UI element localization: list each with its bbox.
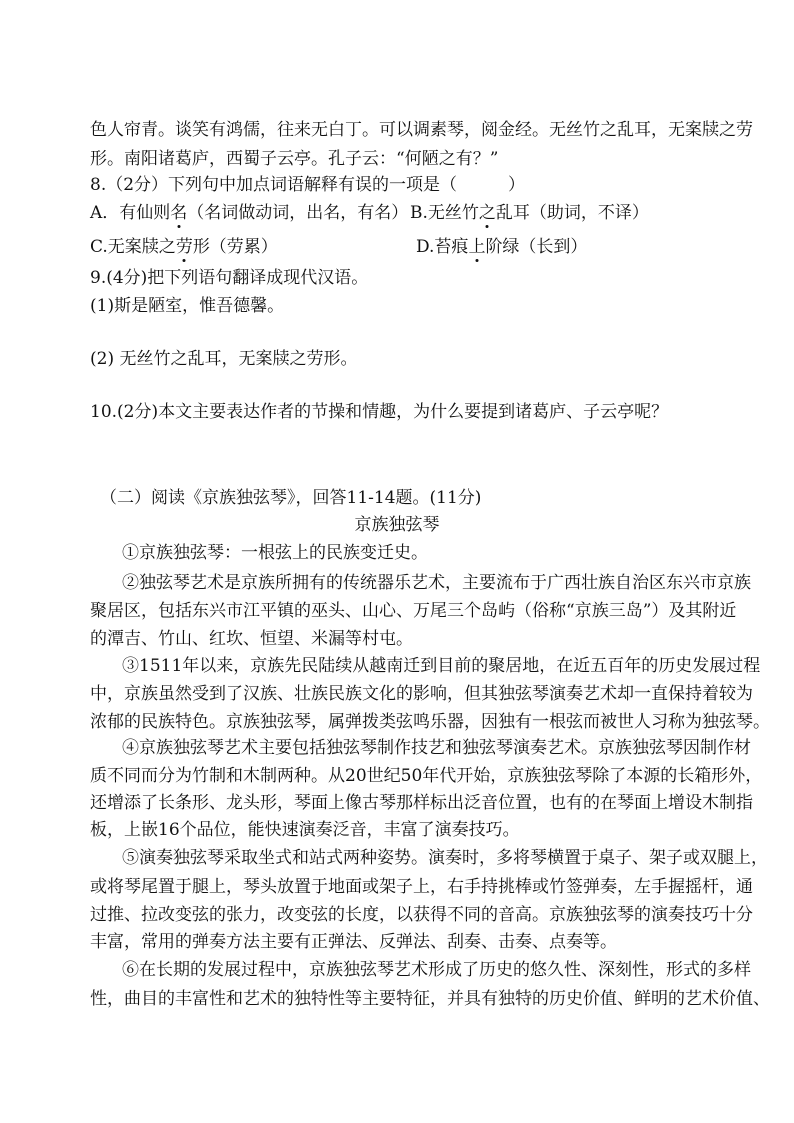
- option-c-suffix: 形（劳累）: [192, 237, 278, 257]
- option-a-suffix: （名词做动词，出名，有名）: [187, 203, 409, 223]
- paragraph-5-line-3: 过推、拉改变弦的张力，改变弦的长度，以获得不同的音高。京族独弦琴的演奏技巧十分: [90, 905, 753, 925]
- paragraph-6-line-1: ⑥在长期的发展过程中，京族独弦琴艺术形成了历史的悠久性、深刻性，形式的多样: [122, 960, 751, 980]
- passage-line-1: 色人帘青。谈笑有鸿儒，往来无白丁。可以调素琴，阅金经。无丝竹之乱耳，无案牍之劳: [90, 120, 753, 140]
- question-9-stem: 9.(4分)把下列语句翻译成现代汉语。: [90, 268, 369, 288]
- question-9-sentence-1: (1)斯是陋室，惟吾德馨。: [90, 296, 285, 316]
- question-10-stem: 10.(2分)本文主要表达作者的节操和情趣，为什么要提到诸葛庐、子云亭呢？: [90, 402, 669, 422]
- paragraph-4-line-2: 质不同而分为竹制和木制两种。从20世纪50年代开始，京族独弦琴除了本源的长箱形外，: [90, 766, 763, 786]
- option-b-dotted-word: 之: [478, 203, 496, 223]
- option-d-prefix: D.苔痕: [416, 237, 469, 257]
- question-8-stem: 8.（2分）下列句中加点词语解释有误的一项是（ ）: [90, 175, 526, 195]
- paragraph-2-line-3: 的潭吉、竹山、红坎、恒望、米漏等村屯。: [90, 629, 413, 649]
- option-b-suffix: 乱耳（助词，不译）: [495, 203, 649, 223]
- option-c: [90, 235, 278, 259]
- option-d-suffix: 阶绿（长到）: [485, 237, 588, 257]
- section-2-heading: （二）阅读《京族独弦琴》，回答11-14题。(11分): [100, 488, 482, 508]
- paragraph-3-line-2: 中，京族虽然受到了汉族、壮族民族文化的影响，但其独弦琴演奏艺术却一直保持着较为: [90, 684, 753, 704]
- paragraph-3-line-1: ③1511年以来，京族先民陆续从越南迁到目前的聚居地，在近五百年的历史发展过程: [122, 656, 761, 676]
- question-9-sentence-2: (2) 无丝竹之乱耳，无案牍之劳形。: [90, 349, 358, 369]
- option-b-prefix: B.无丝竹: [410, 203, 479, 223]
- paragraph-4-line-4: 板，上嵌16个品位，能快速演奏泛音，丰富了演奏技巧。: [90, 820, 520, 840]
- option-d-dotted-word: 上: [468, 237, 486, 257]
- article-title: 京族独弦琴: [354, 515, 440, 535]
- paragraph-4-line-1: ④京族独弦琴艺术主要包括独弦琴制作技艺和独弦琴演奏艺术。京族独弦琴因制作材: [122, 738, 751, 758]
- paragraph-3-line-3: 浓郁的民族特色。京族独弦琴，属弹拨类弦鸣乐器，因独有一根弦而被世人习称为独弦琴。: [90, 712, 770, 732]
- paragraph-2-line-2: 聚居区，包括东兴市江平镇的巫头、山心、万尾三个岛屿（俗称“京族三岛”）及其附近: [90, 601, 737, 621]
- paragraph-5-line-4: 丰富，常用的弹奏方法主要有正弹法、反弹法、刮奏、击奏、点奏等。: [90, 932, 617, 952]
- option-d: [416, 235, 587, 259]
- option-c-prefix: C.无案牍之: [90, 237, 176, 257]
- option-a-prefix: A．有仙则: [90, 203, 171, 223]
- paragraph-5-line-1: ⑤演奏独弦琴采取坐式和站式两种姿势。演奏时，多将琴横置于桌子、架子或双腿上，: [122, 848, 768, 868]
- paragraph-1: ①京族独弦琴：一根弦上的民族变迁史。: [122, 543, 428, 563]
- option-a-dotted-word: 名: [170, 203, 188, 223]
- option-a: [90, 201, 408, 225]
- option-c-dotted-word: 劳: [175, 237, 193, 257]
- paragraph-2-line-1: ②独弦琴艺术是京族所拥有的传统器乐艺术，主要流布于广西壮族自治区东兴市京族: [122, 573, 751, 593]
- passage-line-2: 形。南阳诸葛庐，西蜀子云亭。孔子云：“何陋之有？”: [90, 149, 499, 169]
- paragraph-5-line-2: 或将琴尾置于腿上，琴头放置于地面或架子上，右手持挑棒或竹签弹奏，左手握摇杆，通: [90, 877, 753, 897]
- paragraph-6-line-2: 性，曲目的丰富性和艺术的独特性等主要特征，并具有独特的历史价值、鲜明的艺术价值、: [90, 989, 770, 1009]
- paragraph-4-line-3: 还增添了长条形、龙头形，琴面上像古琴那样标出泛音位置，也有的在琴面上增设木制指: [90, 793, 753, 813]
- option-b: [410, 201, 649, 225]
